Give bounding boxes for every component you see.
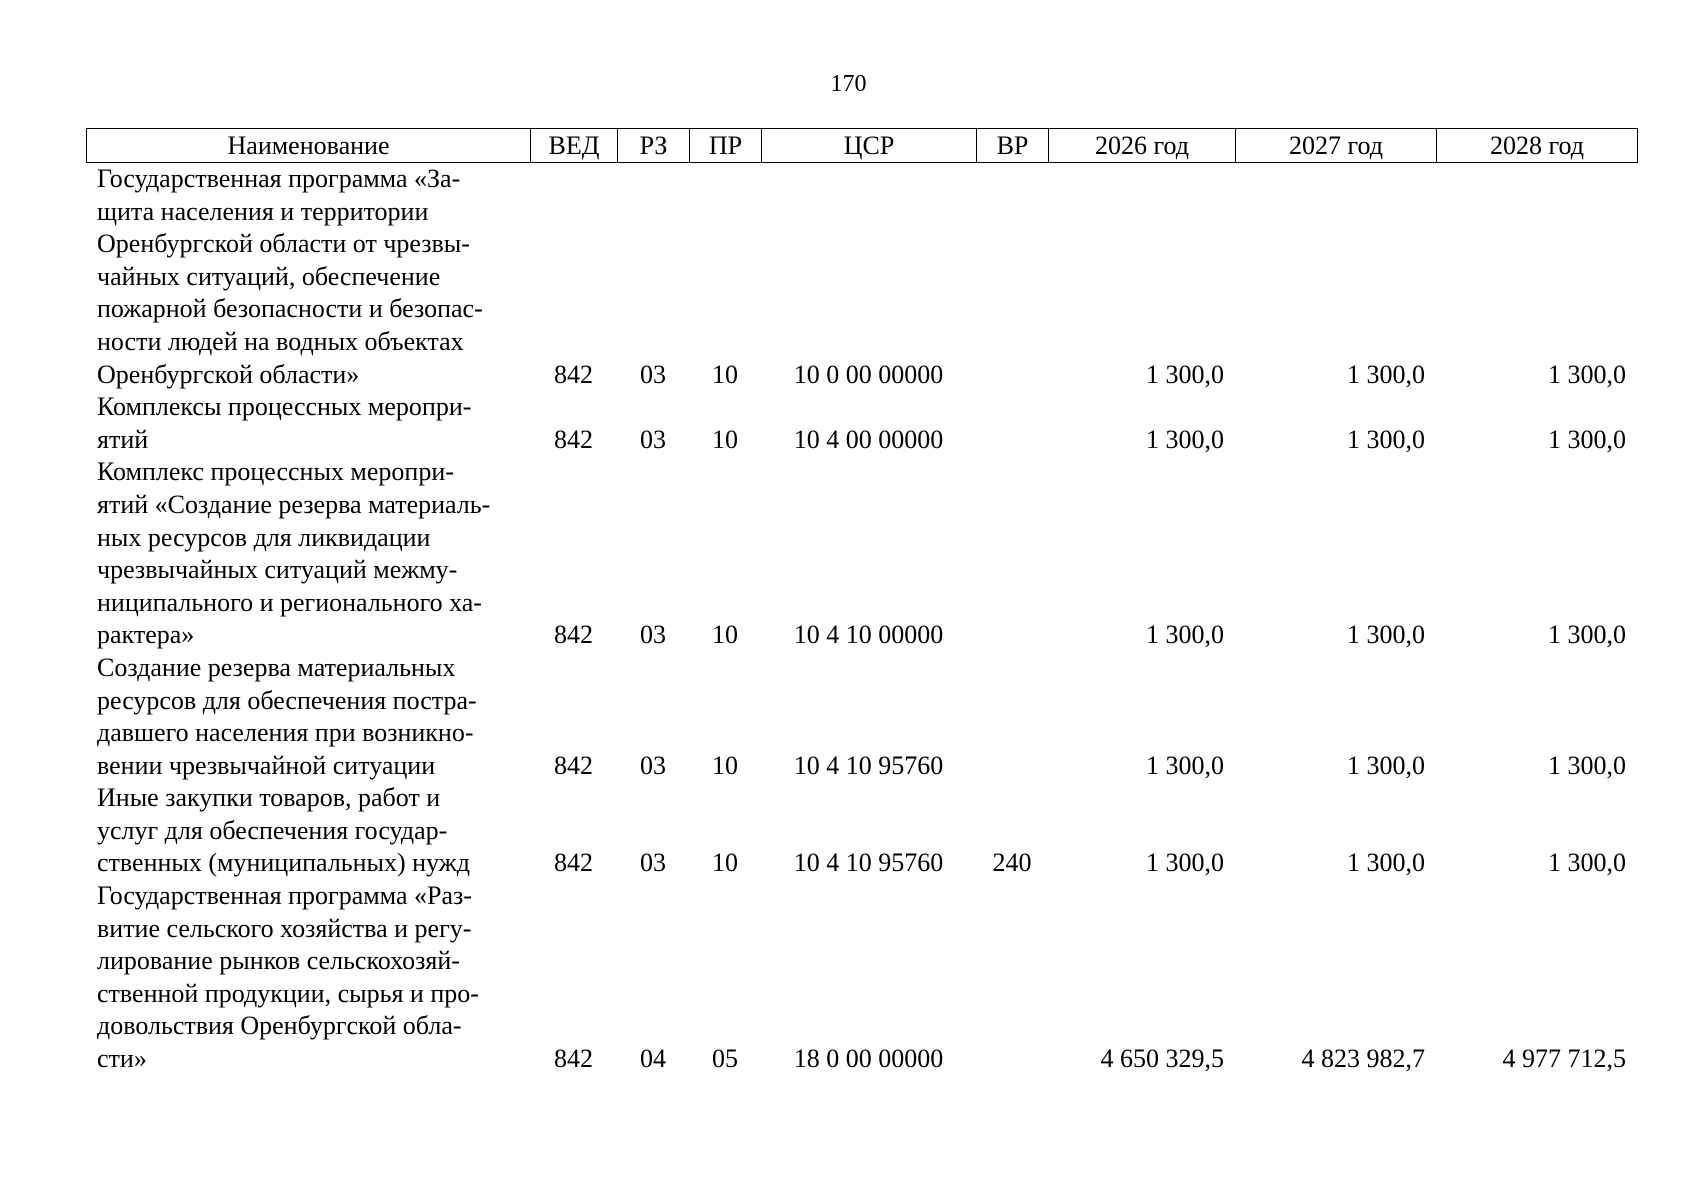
row-amount-2028: 1 300,0	[1548, 359, 1626, 389]
row-name-line: вении чрезвычайной ситуации	[97, 750, 436, 780]
row-ved-cell: 842	[554, 848, 593, 878]
column-header-2027: 2027 год	[1236, 129, 1437, 163]
row-name-line: Иные закупки товаров, работ и	[97, 783, 441, 813]
row-name-line: сти»	[97, 1044, 147, 1074]
row-csr-cell: 10 0 00 00000	[793, 359, 944, 389]
row-rz-cell: 03	[640, 620, 666, 650]
table-row	[86, 652, 1637, 782]
column-header-2026: 2026 год	[1049, 129, 1236, 163]
column-header-2028: 2028 год	[1437, 129, 1638, 163]
row-name-line: чрезвычайных ситуаций межму-	[97, 555, 458, 585]
row-amount-2026: 1 300,0	[1146, 424, 1224, 454]
row-pr-cell: 10	[712, 424, 738, 454]
row-amount-2027: 1 300,0	[1347, 620, 1425, 650]
row-vr-cell	[976, 456, 1048, 652]
row-pr-cell: 10	[712, 750, 738, 780]
row-amount-2026: 1 300,0	[1146, 359, 1224, 389]
row-name-line: услуг для обеспечения государ-	[97, 815, 448, 845]
row-rz-cell: 03	[640, 424, 666, 454]
budget-table	[86, 163, 1637, 1076]
row-vr-cell	[976, 652, 1048, 782]
row-amount-2028: 1 300,0	[1548, 424, 1626, 454]
row-ved-cell: 842	[554, 424, 593, 454]
table-row	[86, 456, 1637, 652]
row-vr-cell	[976, 880, 1048, 1076]
row-name-line: ятий «Создание резерва материаль-	[97, 489, 491, 519]
row-pr-cell: 10	[712, 848, 738, 878]
row-csr-cell: 10 4 10 95760	[793, 848, 944, 878]
row-pr-cell: 10	[712, 620, 738, 650]
row-csr-cell: 18 0 00 00000	[793, 1044, 944, 1074]
row-name-cell	[86, 652, 530, 782]
row-rz-cell: 03	[640, 359, 666, 389]
row-name-line: щита населения и территории	[97, 196, 429, 226]
row-name-line: рактера»	[97, 620, 195, 650]
row-name-cell	[86, 163, 530, 391]
row-vr-cell	[976, 163, 1048, 391]
row-name-line: Государственная программа «Раз-	[97, 881, 472, 911]
row-pr-cell: 10	[712, 359, 738, 389]
row-amount-2027: 4 823 982,7	[1301, 1044, 1425, 1074]
row-name-line: Комплексы процессных меропри-	[97, 392, 472, 422]
row-amount-2027: 1 300,0	[1347, 848, 1425, 878]
row-rz-cell: 03	[640, 750, 666, 780]
row-amount-2026: 1 300,0	[1146, 620, 1224, 650]
row-csr-cell: 10 4 10 00000	[793, 620, 944, 650]
row-name-line: витие сельского хозяйства и регу-	[97, 913, 472, 943]
row-name-line: ниципального и регионального ха-	[97, 587, 482, 617]
row-name-line: ственной продукции, сырья и про-	[97, 978, 479, 1008]
row-ved-cell: 842	[554, 750, 593, 780]
table-row	[86, 782, 1637, 880]
row-name-line: пожарной безопасности и безопас-	[97, 294, 483, 324]
row-name-line: Создание резерва материальных	[97, 652, 456, 682]
row-name-line: ных ресурсов для ликвидации	[97, 522, 431, 552]
table-row	[86, 163, 1637, 391]
row-amount-2028: 1 300,0	[1548, 750, 1626, 780]
column-header-name: Наименование	[87, 129, 531, 163]
row-name-line: давшего населения при возникно-	[97, 718, 474, 748]
row-name-cell	[86, 456, 530, 652]
column-header-vr: ВР	[977, 129, 1049, 163]
row-amount-2028: 1 300,0	[1548, 848, 1626, 878]
row-csr-cell: 10 4 10 95760	[793, 750, 944, 780]
row-pr-cell: 05	[712, 1044, 738, 1074]
row-amount-2026: 1 300,0	[1146, 848, 1224, 878]
row-ved-cell: 842	[554, 1044, 593, 1074]
row-ved-cell: 842	[554, 620, 593, 650]
row-vr-cell: 240	[992, 848, 1032, 878]
row-amount-2028: 1 300,0	[1548, 620, 1626, 650]
row-name-line: Оренбургской области от чрезвы-	[97, 229, 470, 259]
table-header	[86, 128, 1638, 163]
row-amount-2027: 1 300,0	[1347, 424, 1425, 454]
row-amount-2028: 4 977 712,5	[1502, 1044, 1626, 1074]
row-name-cell	[86, 391, 530, 456]
table-row	[86, 391, 1637, 456]
column-header-csr: ЦСР	[762, 129, 977, 163]
row-name-cell	[86, 880, 530, 1076]
row-rz-cell: 03	[640, 848, 666, 878]
row-name-line: Государственная программа «За-	[97, 164, 461, 193]
row-ved-cell: 842	[554, 359, 593, 389]
table-row	[86, 880, 1637, 1076]
row-amount-2026: 4 650 329,5	[1100, 1044, 1224, 1074]
row-amount-2027: 1 300,0	[1347, 750, 1425, 780]
row-name-line: довольствия Оренбургской обла-	[97, 1011, 462, 1041]
row-name-line: ственных (муниципальных) нужд	[97, 848, 470, 878]
row-name-cell	[86, 782, 530, 880]
row-name-line: ности людей на водных объектах	[97, 326, 464, 356]
row-rz-cell: 04	[640, 1044, 666, 1074]
row-name-line: ятий	[97, 424, 149, 454]
column-header-rz: РЗ	[618, 129, 690, 163]
row-name-line: лирование рынков сельскохозяй-	[97, 946, 460, 976]
column-header-ved: ВЕД	[531, 129, 618, 163]
row-name-line: ресурсов для обеспечения постра-	[97, 685, 477, 715]
row-amount-2026: 1 300,0	[1146, 750, 1224, 780]
row-name-line: Комплекс процессных меропри-	[97, 457, 454, 487]
row-name-line: Оренбургской области»	[97, 359, 360, 389]
row-amount-2027: 1 300,0	[1347, 359, 1425, 389]
row-csr-cell: 10 4 00 00000	[793, 424, 944, 454]
page-number: 170	[830, 71, 867, 97]
row-name-line: чайных ситуаций, обеспечение	[97, 261, 441, 291]
column-header-pr: ПР	[690, 129, 762, 163]
row-vr-cell	[976, 391, 1048, 456]
